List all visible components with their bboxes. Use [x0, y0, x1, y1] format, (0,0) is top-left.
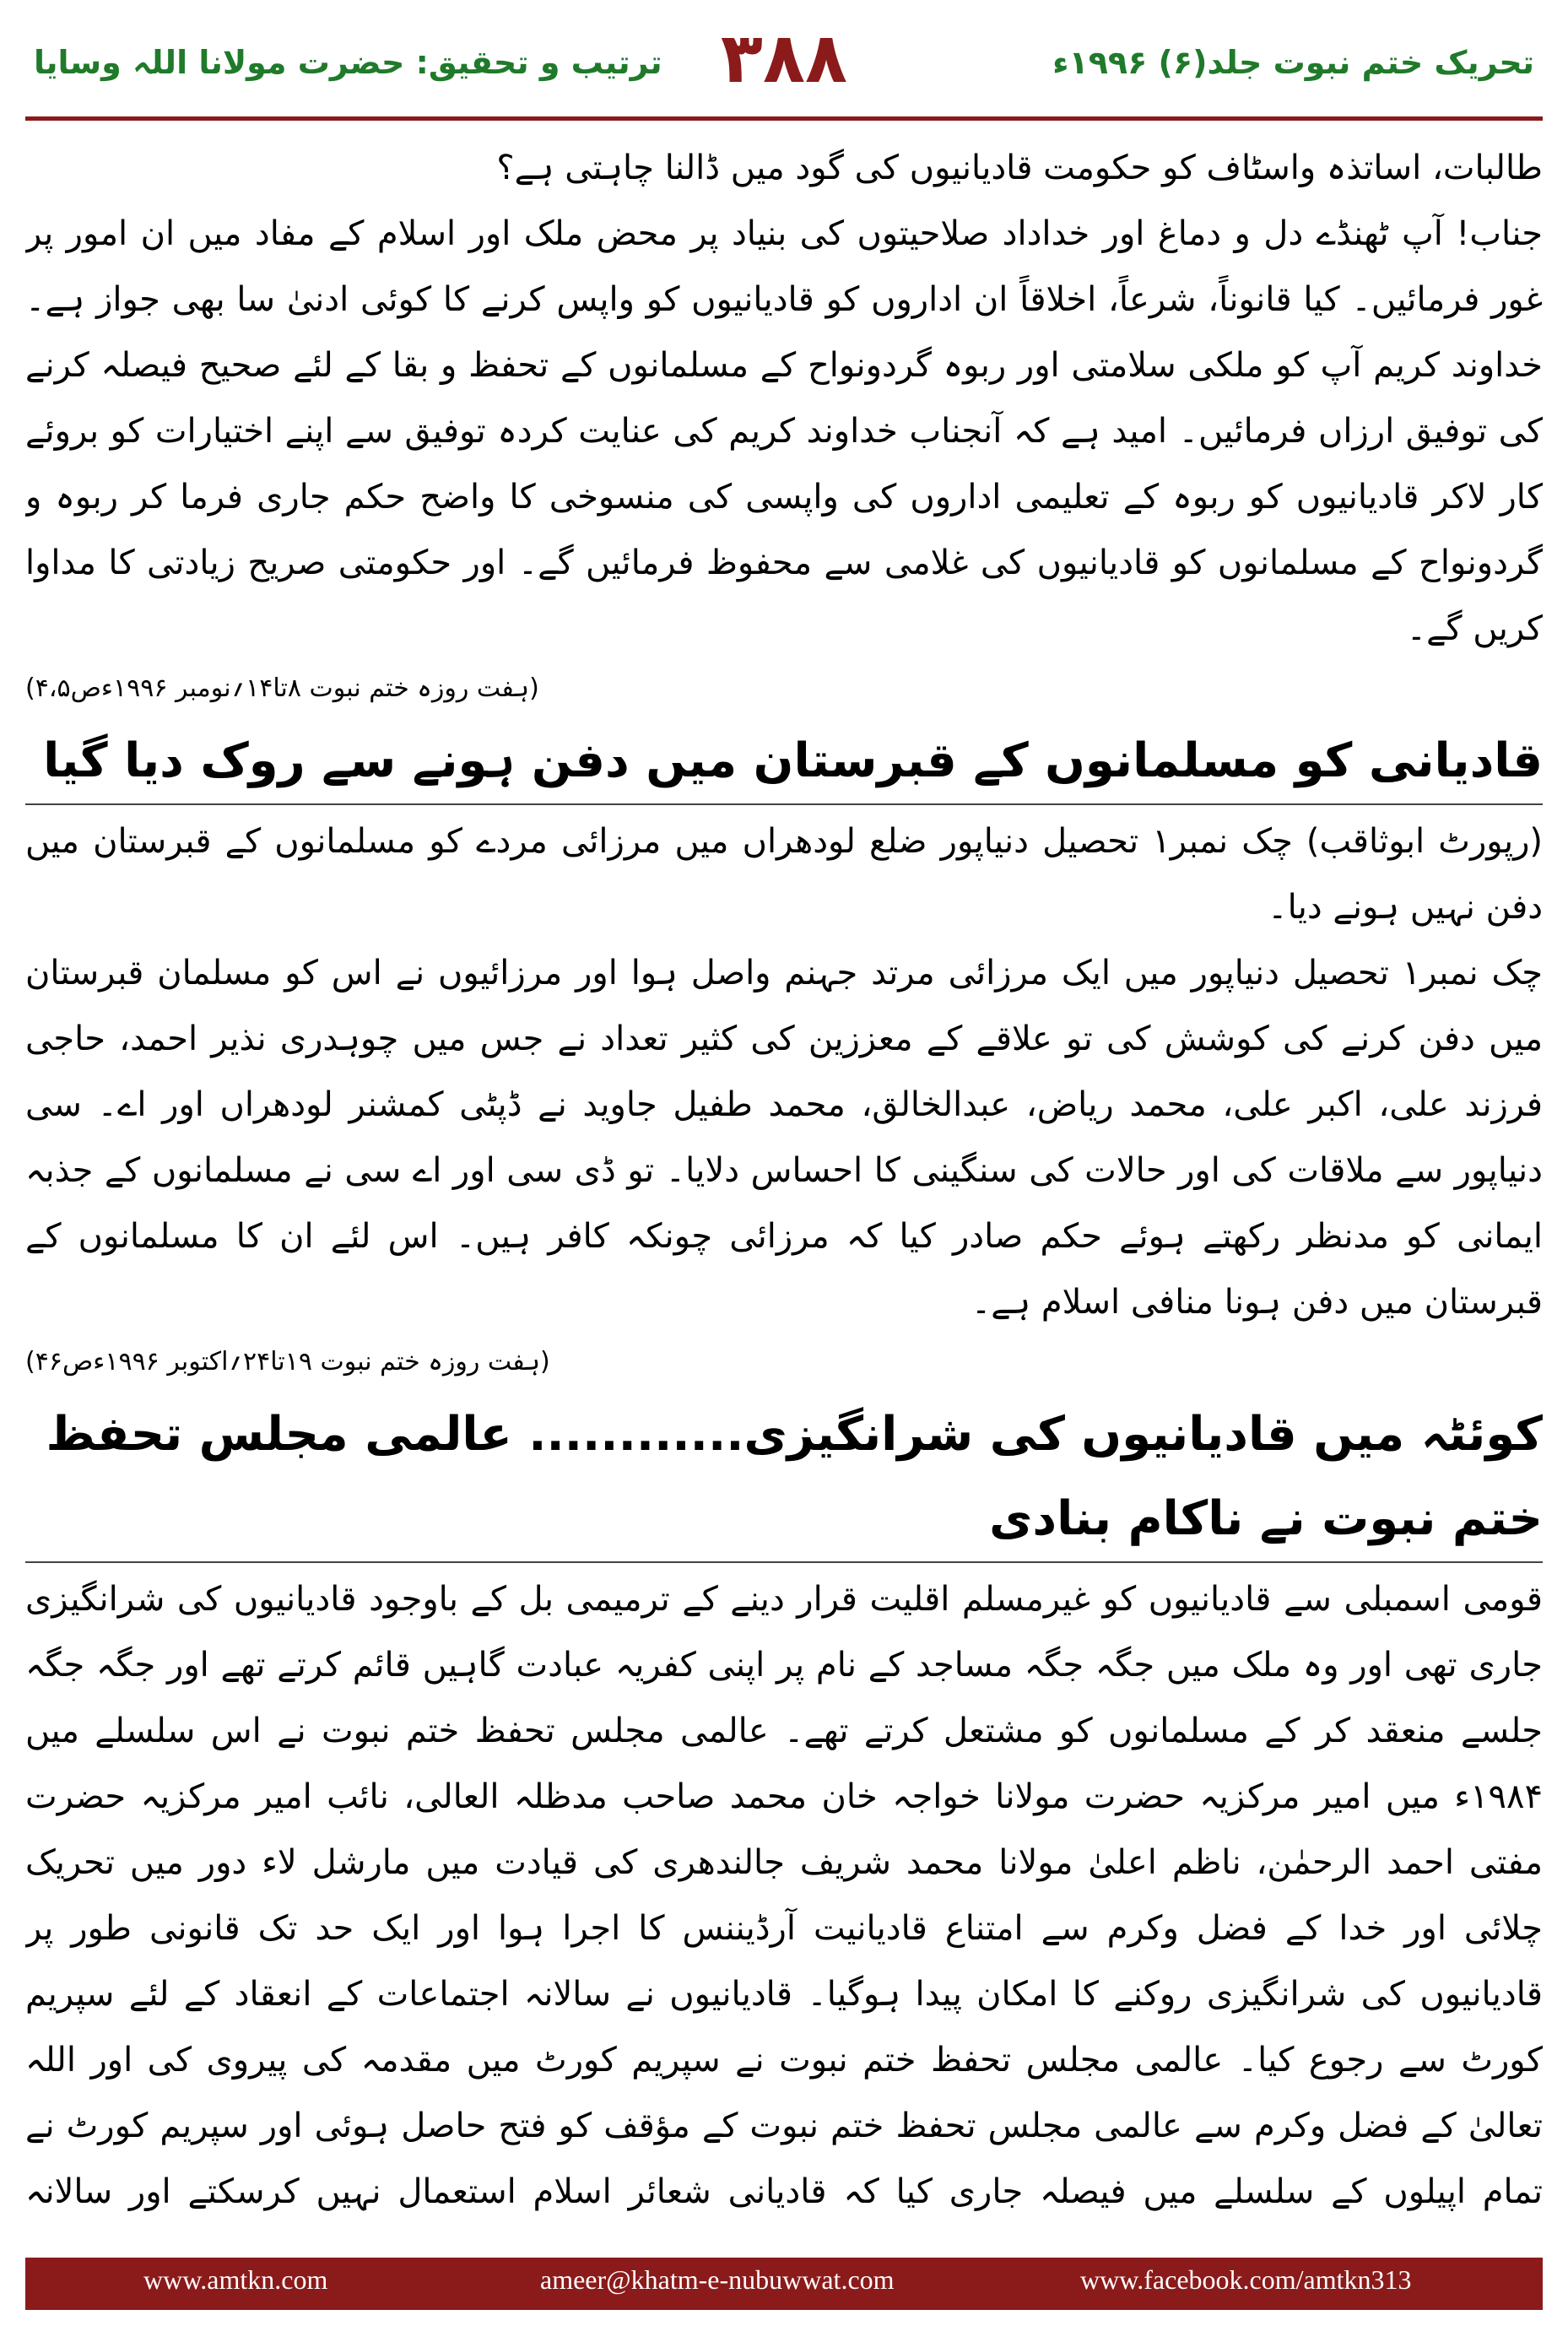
page-number: ۳۸۸ [720, 19, 848, 99]
page-body [25, 135, 1543, 2237]
paragraph-report: (رپورٹ ابوثاقب) چک نمبر۱ تحصیل دنیاپور ضلع لودھراں میں مرزائی مردے کو مسلمانوں کے قبرستان میں دفن نہیں ہونے دیا۔ [25, 822, 1543, 927]
paragraph-appeal: جناب! آپ ٹھنڈے دل و دماغ اور خداداد صلاحیتوں کی بنیاد پر محض ملک اور اسلام کے مفاد میں ان امور پر غور فرمائیں۔ کیا قانوناً، شرعاً، اخلاقاً ان اداروں کو قادیانیوں کو واپس کرنے کا کوئی ادنیٰ سا بھی جواز ہے۔ خداوند کریم آپ کو ملکی سلامتی اور ربوہ گردونواح کے مسلمانوں کے تحفظ و بقا کے لئے صحیح فیصلہ کرنے کی توفیق ارزاں فرمائیں۔ امید ہے کہ آنجناب خداوند کریم کی عنایت کردہ توفیق سے اپنے اختیارات کو بروئے کار لاکر قادیانیوں کو ربوہ کے تعلیمی اداروں کی واپسی کی منسوخی کا واضح حکم جاری فرما کر ربوہ و گردونواح کے مسلمانوں کو قادیانیوں کی غلامی سے محفوظ فرمائیں گے۔ اور حکومتی صریح زیادتی کا مداوا کریں گے۔ [25, 214, 1543, 648]
header-book-title: تحریک ختم نبوت جلد(۶) ۱۹۹۶ء [1052, 44, 1534, 81]
footer-facebook-link[interactable]: www.facebook.com/amtkn313 [1080, 2264, 1412, 2295]
source-citation: (ہفت روزہ ختم نبوت ۸تا۱۴؍نومبر ۱۹۹۶ءص۴،۵) [25, 673, 539, 703]
section-heading-quetta: کوئٹہ میں قادیانیوں کی شرانگیزی............ عالمی مجلس تحفظ ختم نبوت نے ناکام بنادی [25, 1393, 1543, 1563]
footer-bar [25, 2258, 1543, 2310]
paragraph-burial-details: چک نمبر۱ تحصیل دنیاپور میں ایک مرزائی مرتد جہنم واصل ہوا اور مرزائیوں نے اس کو مسلمان قبرستان میں دفن کرنے کی کوشش کی تو علاقے کے معززین کی کثیر تعداد نے جس میں چوہدری نذیر احمد، حاجی فرزند علی، اکبر علی، محمد ریاض، عبدالخالق، محمد طفیل جاوید نے ڈپٹی کمشنر لودھراں اور اے۔ سی دنیاپور سے ملاقات کی اور حالات کی سنگینی کا احساس دلایا۔ تو ڈی سی اور اے سی نے مسلمانوں کے جذبہ ایمانی کو مدنظر رکھتے ہوئے حکم صادر کیا کہ مرزائی چونکہ کافر ہیں۔ اس لئے ان کا مسلمانوں کے قبرستان میں دفن ہونا منافی اسلام ہے۔ [25, 954, 1543, 1322]
paragraph-quetta: قومی اسمبلی سے قادیانیوں کو غیرمسلم اقلیت قرار دینے کے ترمیمی بل کے باوجود قادیانیوں کی شرانگیزی جاری تھی اور وہ ملک میں جگہ جگہ مساجد کے نام پر اپنی کفریہ عبادت گاہیں قائم کرتے تھے اور جگہ جگہ جلسے منعقد کر کے مسلمانوں کو مشتعل کرتے تھے۔ عالمی مجلس تحفظ ختم نبوت نے اس سلسلے میں ۱۹۸۴ء میں امیر مرکزیہ حضرت مولانا خواجہ خان محمد صاحب مدظلہ العالی، نائب امیر مرکزیہ حضرت مفتی احمد الرحمٰن، ناظم اعلیٰ مولانا محمد شریف جالندھری کی قیادت میں مارشل لاء دور میں تحریک چلائی اور خدا کے فضل وکرم سے امتناع قادیانیت آرڈیننس کا اجرا ہوا اور ایک حد تک قانونی طور پر قادیانیوں کی شرانگیزی روکنے کا امکان پیدا ہوگیا۔ قادیانیوں نے سالانہ اجتماعات کے انعقاد کے لئے سپریم کورٹ سے رجوع کیا۔ عالمی مجلس تحفظ ختم نبوت نے سپریم کورٹ میں مقدمہ کی پیروی کی اور اللہ تعالیٰ کے فضل وکرم سے عالمی مجلس تحفظ ختم نبوت کے مؤقف کو فتح حاصل ہوئی اور سپریم کورٹ نے تمام اپیلوں کے سلسلے میں فیصلہ جاری کیا کہ قادیانی شعائر اسلام استعمال نہیں کرسکتے اور سالانہ [25, 1580, 1543, 2211]
paragraph-intro-question: طالبات، اساتذہ واسٹاف کو حکومت قادیانیوں کی گود میں ڈالنا چاہتی ہے؟ [496, 149, 1543, 187]
page-header [0, 0, 1568, 127]
section-heading-burial: قادیانی کو مسلمانوں کے قبرستان میں دفن ہونے سے روک دیا گیا [25, 719, 1543, 805]
footer-email-link[interactable]: ameer@khatm-e-nubuwwat.com [540, 2264, 895, 2295]
header-divider [25, 116, 1543, 121]
header-compiler-credit: ترتیب و تحقیق: حضرت مولانا اللہ وسایا [34, 44, 662, 81]
footer-website-link[interactable]: www.amtkn.com [143, 2264, 328, 2295]
source-citation: (ہفت روزہ ختم نبوت ۱۹تا۲۴؍اکتوبر ۱۹۹۶ءص۴۶) [25, 1347, 550, 1377]
